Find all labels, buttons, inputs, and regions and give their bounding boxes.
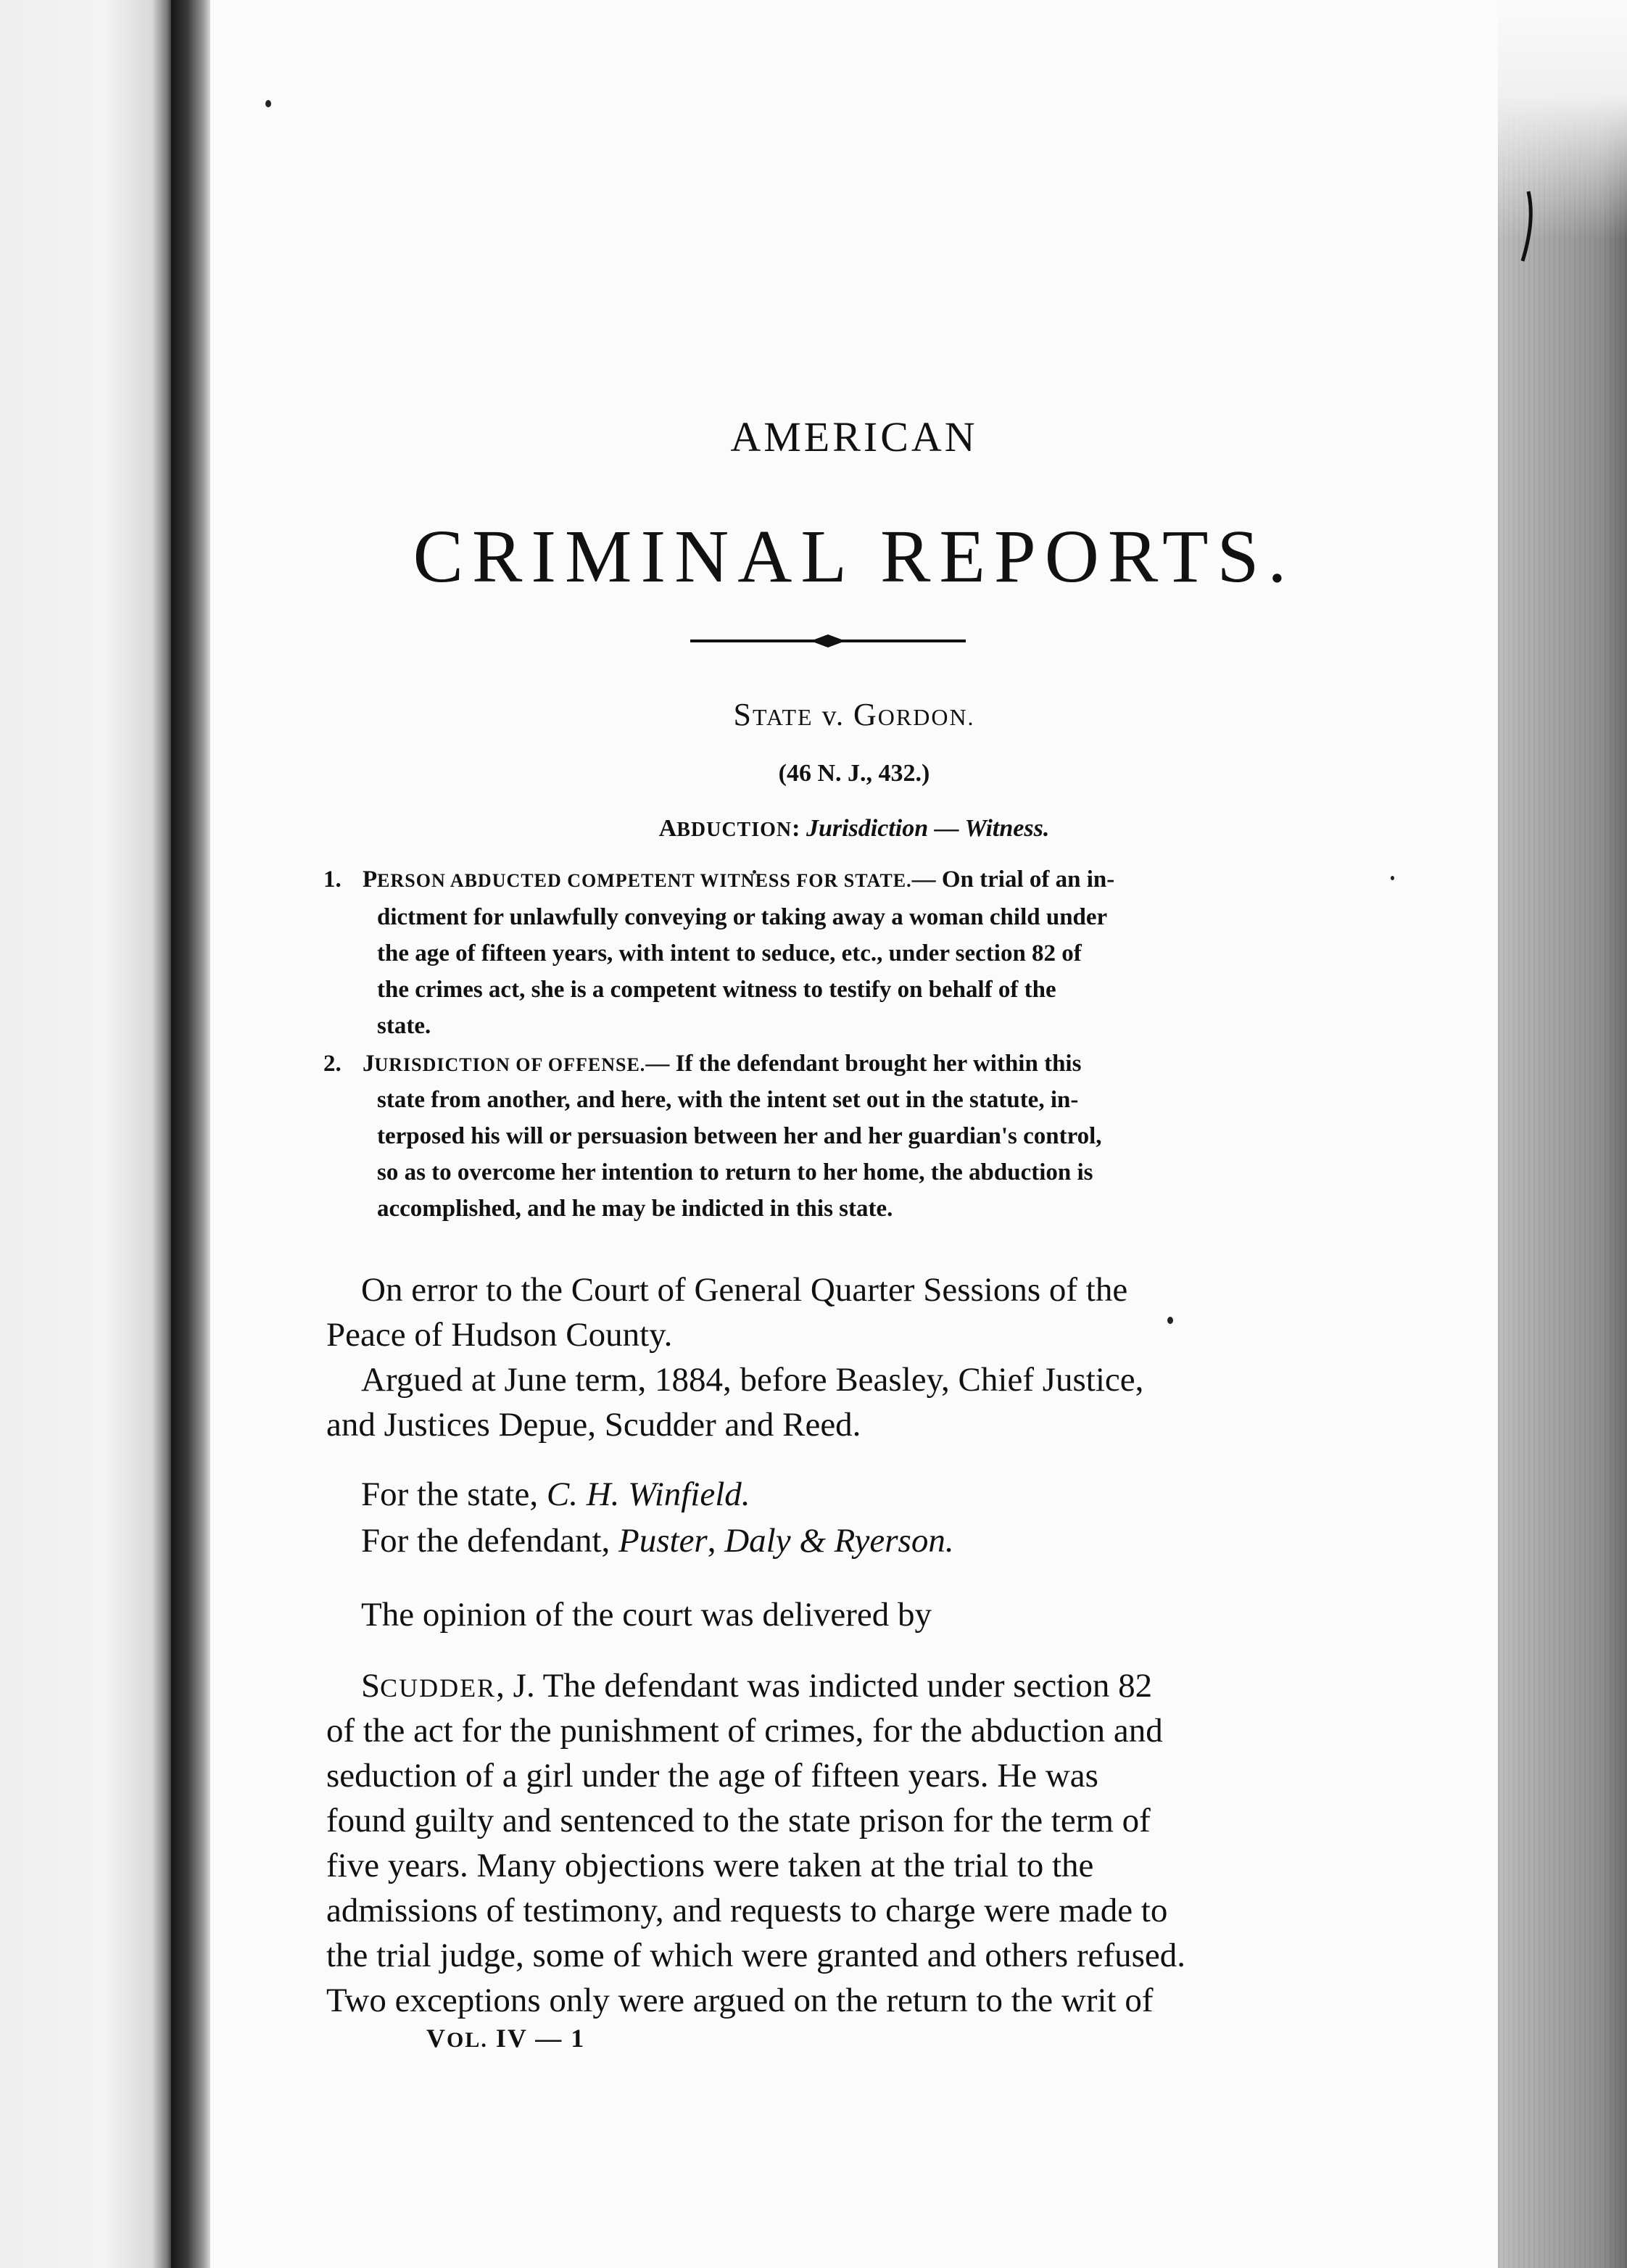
judge-name: CUDDER [380, 1673, 497, 1702]
counsel-defendant [361, 1518, 954, 1563]
signature-rest: OL. [447, 2028, 488, 2052]
body-line: and Justices Depue, Scudder and Reed. [326, 1406, 861, 1444]
headnote-line: terposed his will or persuasion between her and her guardian's control, [377, 1123, 1102, 1149]
opinion-line: admissions of testimony, and requests to charge were made to [326, 1892, 1168, 1929]
headnote-line [363, 861, 1320, 899]
running-title: AMERICAN [730, 413, 978, 460]
case-citation: (46 N. J., 432.) [778, 760, 930, 787]
headnote-line: accomplished, and he may be indicted in this state. [377, 1196, 893, 1222]
topic-initial: A [658, 815, 677, 842]
speck [265, 100, 271, 107]
headnote-line: state. [377, 1013, 431, 1039]
opinion-line: seduction of a girl under the age of fifteen years. He was [326, 1757, 1098, 1795]
headnote-line [363, 1046, 1320, 1083]
headnote-line: so as to overcome her intention to return to her home, the abduction is [377, 1159, 1093, 1185]
counsel-separator: , [707, 1522, 725, 1560]
opinion-line: Two exceptions only were argued on the return to the writ of [326, 1982, 1154, 2019]
headnote-lead-initial: P [363, 866, 378, 893]
facing-page [0, 0, 173, 2268]
book-gutter [171, 0, 212, 2268]
title-rule-ornament [690, 632, 966, 650]
case-topic [210, 811, 1498, 848]
topic-italic: Jurisdiction — Witness. [806, 815, 1050, 842]
case-title-rest-2: ORDON. [877, 704, 975, 730]
counsel-name: C. H. Winfield. [546, 1476, 750, 1513]
headnote-lead: ERSON ABDUCTED COMPETENT WITNESS FOR STATE. [377, 870, 912, 891]
page-fore-edge [1498, 0, 1627, 2268]
headnote-line: dictment for unlawfully conveying or taking away a woman child under [377, 904, 1108, 930]
opinion-first-line [361, 1663, 1152, 1710]
opinion-line: the trial judge, some of which were granted and others refused. [326, 1937, 1186, 1974]
headnote-line: the crimes act, she is a competent witness to testify on behalf of the [377, 977, 1056, 1003]
edge-mark [1512, 189, 1541, 268]
counsel-label: For the defendant, [361, 1522, 619, 1560]
case-title [210, 695, 1498, 737]
counsel-name: Daly & Ryerson. [724, 1522, 954, 1560]
signature-mark [426, 2020, 585, 2058]
case-title-rest-1: TATE [752, 704, 814, 730]
speck [1391, 876, 1394, 880]
case-title-initial-2: G [853, 697, 878, 732]
case-title-initial-1: S [733, 697, 753, 732]
headnote-text: — If the defendant brought her within this [645, 1051, 1082, 1077]
opinion-line: found guilty and sentenced to the state prison for the term of [326, 1802, 1151, 1839]
headnote-lead-initial: J [363, 1051, 375, 1077]
judge-tail: , J. [496, 1667, 535, 1705]
opinion-intro: The opinion of the court was delivered by [361, 1596, 932, 1634]
body-line: On error to the Court of General Quarter Sessions of the [361, 1271, 1128, 1309]
counsel-name: Puster [618, 1522, 708, 1560]
case-title-v: v. [813, 699, 853, 732]
signature-initial: V [426, 2024, 447, 2053]
headnote-text: — On trial of an in- [911, 866, 1115, 893]
headnote-number: 1. [323, 866, 341, 893]
body-line: Peace of Hudson County. [326, 1316, 673, 1354]
topic-rest: BDUCTION [676, 819, 792, 841]
judge-initial: S [361, 1667, 381, 1705]
headnote-number: 2. [323, 1051, 341, 1077]
counsel-state [361, 1472, 750, 1517]
opinion-line: five years. Many objections were taken at the trial to the [326, 1847, 1094, 1884]
body-line: Argued at June term, 1884, before Beasley, Chief Justice, [361, 1361, 1144, 1399]
headnote-line: state from another, and here, with the intent set out in the statute, in- [377, 1087, 1079, 1113]
page-title: CRIMINAL REPORTS. [413, 515, 1296, 598]
opinion-line: of the act for the punishment of crimes, for the abduction and [326, 1712, 1163, 1750]
counsel-label: For the state, [361, 1476, 547, 1513]
topic-tail: : [792, 815, 806, 842]
headnote-lead: URISDICTION OF OFFENSE. [374, 1054, 646, 1075]
signature-volume: IV — 1 [487, 2024, 586, 2053]
opinion-text: The defendant was indicted under section 82 [534, 1667, 1153, 1705]
headnote-line: the age of fifteen years, with intent to seduce, etc., under section 82 of [377, 940, 1082, 967]
speck [1167, 1317, 1173, 1324]
